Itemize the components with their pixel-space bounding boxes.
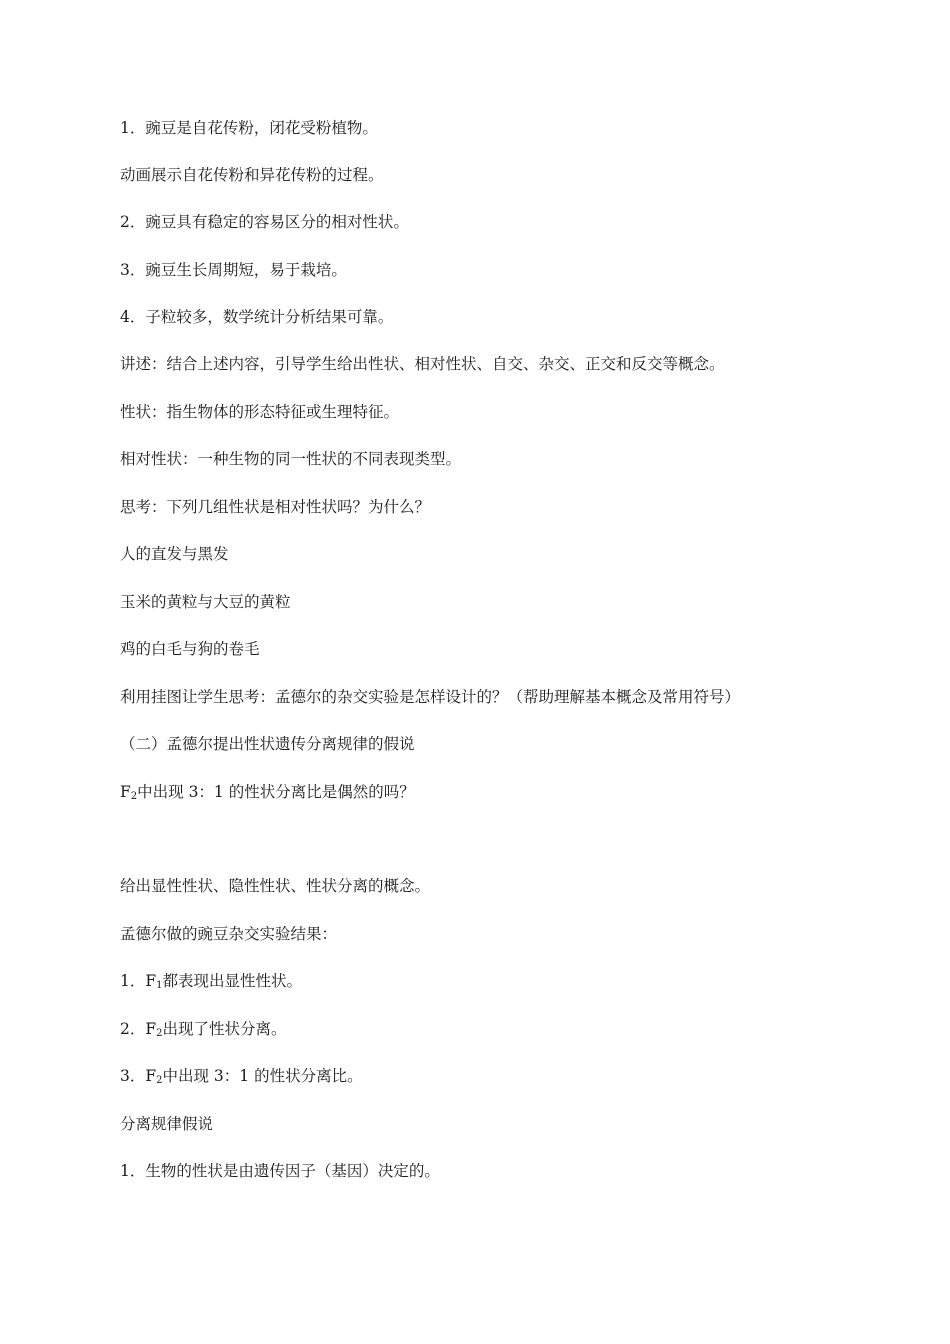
hypothesis-point-1: 1．生物的性状是由遗传因子（基因）决定的。 — [120, 1162, 440, 1180]
wallchart-question: 利用挂图让学生思考：孟德尔的杂交实验是怎样设计的？（帮助理解基本概念及常用符号） — [120, 688, 741, 706]
concepts-line: 给出显性性状、隐性性状、性状分离的概念。 — [120, 877, 431, 895]
pea-many-seeds-point: 4．子粒较多，数学统计分析结果可靠。 — [120, 308, 394, 326]
result-item-3: 3．$F_2$中出现 3：1 的性状分离比。 — [120, 1067, 363, 1086]
example-item: 玉米的黄粒与大豆的黄粒 — [120, 593, 291, 611]
results-heading: 孟德尔做的豌豆杂交实验结果： — [120, 925, 338, 943]
relative-trait-definition: 相对性状：一种生物的同一性状的不同表现类型。 — [120, 450, 462, 468]
pea-self-pollination-point: 1．豌豆是自花传粉，闭花受粉植物。 — [120, 119, 378, 137]
section-heading: （二）孟德尔提出性状遗传分离规律的假说 — [120, 735, 415, 753]
think-question: 思考：下列几组性状是相对性状吗？为什么？ — [120, 498, 431, 516]
trait-definition: 性状：指生物体的形态特征或生理特征。 — [120, 403, 400, 421]
pea-contrasting-traits-point: 2．豌豆具有稳定的容易区分的相对性状。 — [120, 213, 409, 231]
example-item: 人的直发与黑发 — [120, 545, 229, 563]
example-item: 鸡的白毛与狗的卷毛 — [120, 640, 260, 658]
result-item-2: 2．$F_2$出现了性状分离。 — [120, 1020, 287, 1039]
animation-note: 动画展示自花传粉和异花传粉的过程。 — [120, 166, 384, 184]
narration-paragraph: 讲述：结合上述内容，引导学生给出性状、相对性状、自交、杂交、正交和反交等概念。 — [120, 355, 725, 373]
f2-ratio-question: $F_2$中出现 3：1 的性状分离比是偶然的吗？ — [120, 783, 415, 802]
result-item-1: 1．$F_1$都表现出显性性状。 — [120, 972, 303, 991]
pea-short-cycle-point: 3．豌豆生长周期短，易于栽培。 — [120, 261, 347, 279]
hypothesis-heading: 分离规律假说 — [120, 1115, 214, 1133]
